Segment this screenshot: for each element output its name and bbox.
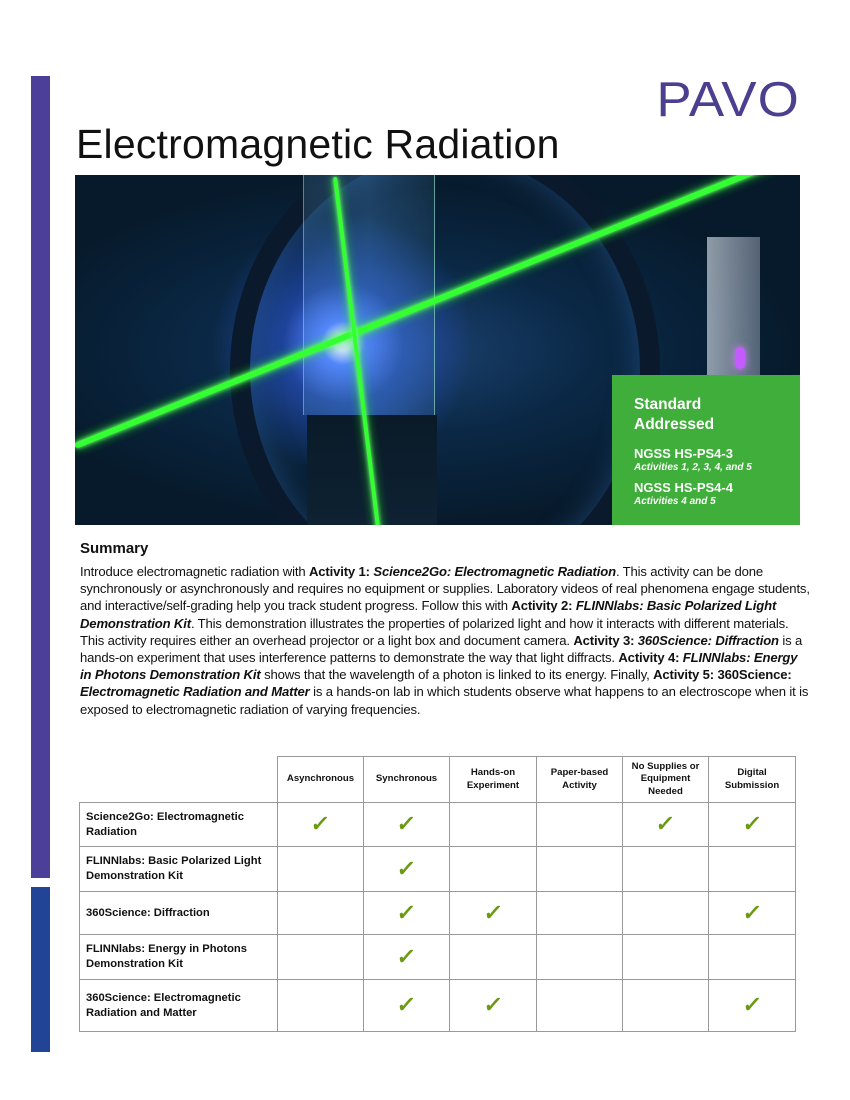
summary-text: is a hands-on lab in which students observe what happens to an electroscope when it is exposed to electromagnetic radiation of varying frequencies. bbox=[80, 684, 809, 717]
activity-name-label: FLINNlabs: Energy in Photons Demonstration Kit bbox=[86, 943, 247, 970]
activity-title: 360Science: Diffraction bbox=[637, 632, 779, 648]
activity-name bbox=[80, 935, 278, 980]
table-row bbox=[80, 980, 796, 1032]
lens-ring bbox=[230, 175, 660, 525]
summary-text: Introduce electromagnetic radiation with bbox=[80, 564, 309, 579]
activity-title: FLINNlabs: Energy in Photons Demonstration Kit bbox=[80, 650, 798, 683]
feature-cell bbox=[450, 980, 537, 1032]
feature-cell bbox=[278, 980, 364, 1032]
column-header-label: Digital Submission bbox=[724, 767, 780, 791]
checkmark-icon: ✓ bbox=[741, 899, 764, 925]
checkmark-icon: ✓ bbox=[395, 943, 418, 969]
activity-name-label: FLINNlabs: Basic Polarized Light Demonstration Kit bbox=[86, 855, 262, 882]
standard-activities: Activities 1, 2, 3, 4, and 5 bbox=[634, 462, 752, 473]
activity-title: FLINNlabs: Basic Polarized Light Demonstration Kit bbox=[80, 598, 777, 631]
checkmark-icon: ✓ bbox=[395, 811, 418, 836]
summary-text: . This demonstration illustrates the properties of polarized light and how it interacts with different materials. This activity requires either an overhead projector or a light box and document camera. bbox=[80, 615, 789, 648]
checkmark-icon: ✓ bbox=[482, 992, 505, 1017]
feature-cell bbox=[364, 847, 450, 892]
feature-cell bbox=[364, 935, 450, 980]
feature-cell bbox=[623, 892, 709, 935]
column-header bbox=[623, 757, 709, 803]
left-accent-bar-blue bbox=[31, 887, 50, 1052]
checkmark-icon: ✓ bbox=[741, 811, 764, 836]
checkmark-icon: ✓ bbox=[741, 992, 764, 1017]
feature-cell bbox=[450, 803, 537, 847]
activity-label: Activity 2: bbox=[511, 598, 576, 614]
activity-title: Electromagnetic Radiation and Matter bbox=[80, 684, 310, 700]
activity-label: Activity 5: 360Science: bbox=[653, 667, 792, 683]
feature-cell bbox=[278, 892, 364, 935]
table-corner bbox=[80, 757, 278, 803]
page-title: Electromagnetic Radiation bbox=[76, 121, 560, 167]
checkmark-icon: ✓ bbox=[395, 992, 418, 1017]
summary-text: . This activity can be done synchronously or asynchronously and requires no equipment or supplies. Laboratory videos of real phenomena engage students, and interactive/self-grading help you track student progress. Follow this with bbox=[80, 564, 810, 614]
column-header bbox=[709, 757, 796, 803]
cuvette bbox=[707, 237, 760, 377]
feature-cell bbox=[364, 803, 450, 847]
feature-cell bbox=[623, 980, 709, 1032]
feature-cell bbox=[537, 935, 623, 980]
feature-cell bbox=[537, 803, 623, 847]
feature-cell bbox=[278, 803, 364, 847]
activity-name bbox=[80, 980, 278, 1032]
standard-item bbox=[634, 480, 800, 508]
activity-name-label: 360Science: Electromagnetic Radiation and Matter bbox=[86, 991, 241, 1019]
standard-activities: Activities 4 and 5 bbox=[634, 496, 716, 507]
feature-cell bbox=[450, 847, 537, 892]
feature-cell bbox=[364, 892, 450, 935]
feature-cell bbox=[537, 847, 623, 892]
activity-name bbox=[80, 847, 278, 892]
column-header bbox=[537, 757, 623, 803]
feature-cell bbox=[709, 935, 796, 980]
table-row bbox=[80, 803, 796, 847]
feature-cell bbox=[450, 935, 537, 980]
summary-text: is a hands-on experiment that uses interference patterns to demonstrate the way that light diffracts. bbox=[80, 632, 803, 666]
activity-name bbox=[80, 892, 278, 935]
feature-cell bbox=[278, 935, 364, 980]
feature-cell bbox=[623, 847, 709, 892]
left-accent-bar-purple bbox=[31, 76, 50, 878]
feature-cell bbox=[709, 892, 796, 935]
activity-feature-table bbox=[79, 756, 796, 1032]
feature-cell bbox=[709, 980, 796, 1032]
checkmark-icon: ✓ bbox=[482, 899, 505, 925]
activity-label: Activity 1: bbox=[308, 564, 374, 579]
violet-glow bbox=[735, 347, 745, 369]
column-header: Asynchronous bbox=[278, 757, 364, 803]
standard-heading-line2: Addressed bbox=[634, 416, 715, 433]
checkmark-icon: ✓ bbox=[309, 811, 332, 836]
feature-cell bbox=[364, 980, 450, 1032]
summary-text: shows that the wavelength of a photon is linked to its energy. Finally, bbox=[260, 667, 654, 683]
activity-title: Science2Go: Electromagnetic Radiation bbox=[373, 564, 616, 579]
prism bbox=[303, 175, 435, 415]
activity-name bbox=[80, 803, 278, 847]
activity-name-label: 360Science: Diffraction bbox=[86, 906, 210, 919]
table-row bbox=[80, 935, 796, 980]
standard-code: NGSS HS-PS4-4 bbox=[634, 480, 733, 495]
feature-cell bbox=[709, 803, 796, 847]
table-row bbox=[80, 847, 796, 892]
column-header-label: Hands-on Experiment bbox=[466, 767, 520, 791]
standard-item bbox=[634, 446, 800, 474]
table-row bbox=[80, 892, 796, 935]
summary-paragraph bbox=[80, 563, 810, 718]
feature-cell bbox=[537, 980, 623, 1032]
checkmark-icon: ✓ bbox=[654, 811, 677, 836]
feature-cell bbox=[709, 847, 796, 892]
checkmark-icon: ✓ bbox=[395, 855, 418, 881]
pavo-logo: PAVO bbox=[656, 73, 800, 127]
standard-code: NGSS HS-PS4-3 bbox=[634, 446, 733, 461]
summary-heading: Summary bbox=[80, 540, 149, 557]
activity-name-label: Science2Go: Electromagnetic Radiation bbox=[86, 810, 244, 838]
column-header-label: No Supplies or Equipment Needed bbox=[631, 760, 700, 797]
activity-label: Activity 3: bbox=[573, 632, 638, 648]
checkmark-icon: ✓ bbox=[395, 899, 418, 925]
feature-cell bbox=[278, 847, 364, 892]
table-header-row bbox=[80, 757, 796, 803]
feature-cell bbox=[537, 892, 623, 935]
feature-cell bbox=[450, 892, 537, 935]
feature-cell bbox=[623, 803, 709, 847]
column-header-label: Paper-based Activity bbox=[550, 767, 609, 791]
column-header bbox=[450, 757, 537, 803]
standard-heading bbox=[634, 395, 800, 435]
feature-cell bbox=[623, 935, 709, 980]
standard-addressed-panel bbox=[612, 375, 800, 525]
standard-heading-line1: Standard bbox=[634, 396, 702, 413]
activity-label: Activity 4: bbox=[618, 650, 683, 666]
column-header: Synchronous bbox=[364, 757, 450, 803]
